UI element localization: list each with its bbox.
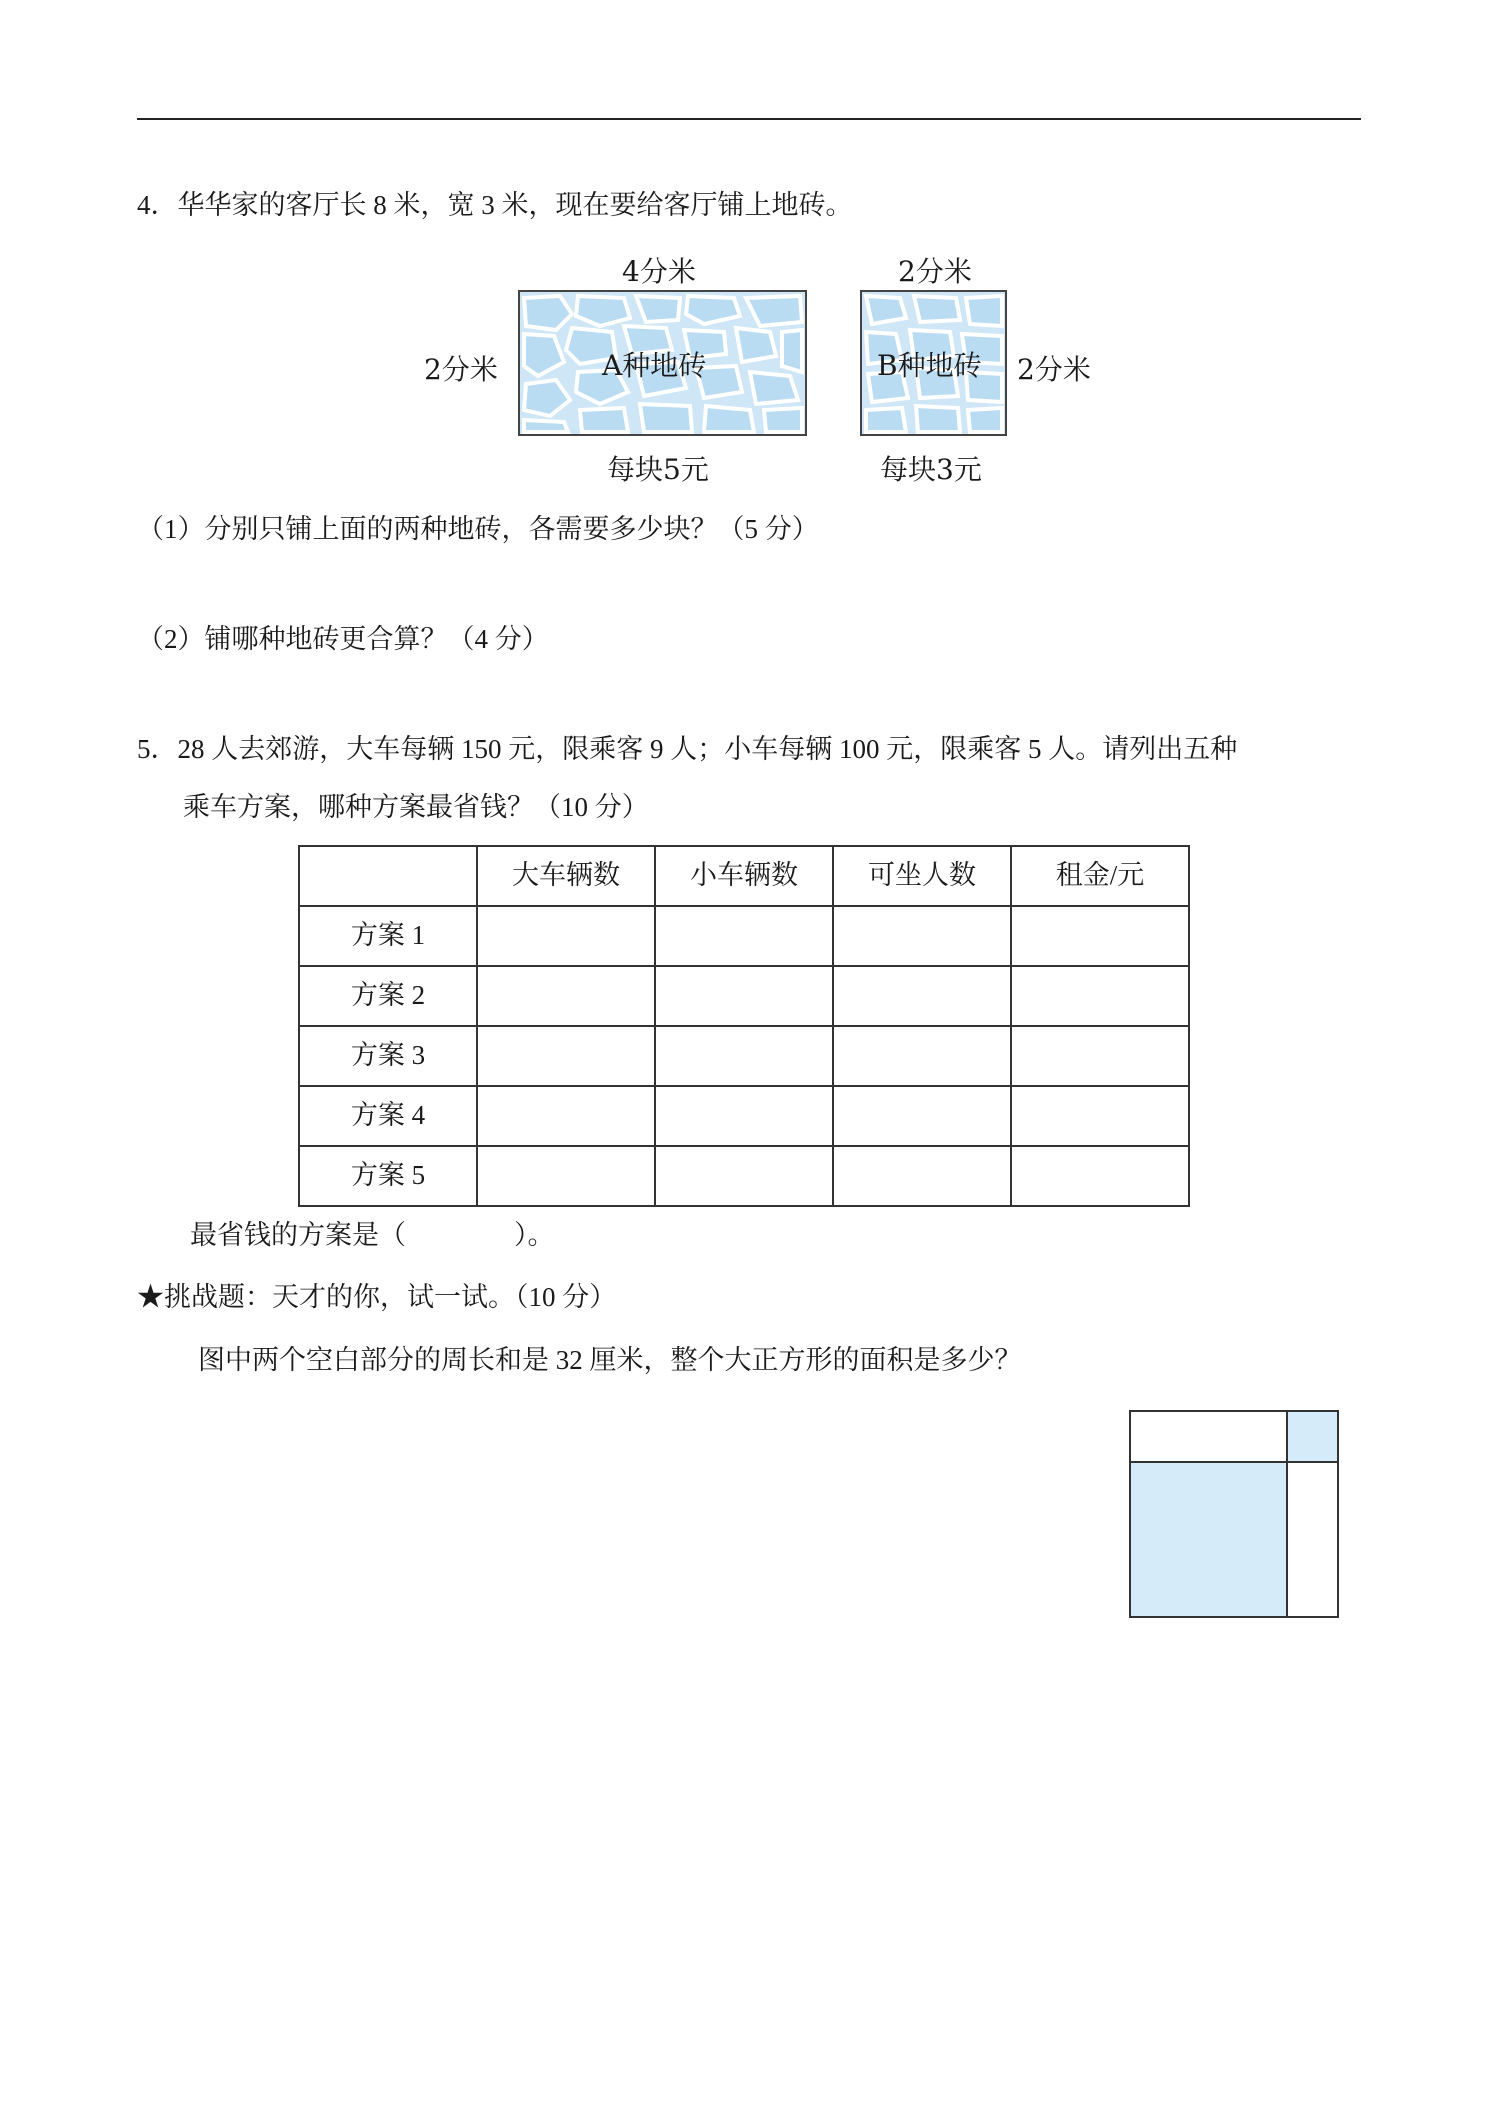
q4-stem: 4．华华家的客厅长 8 米，宽 3 米，现在要给客厅铺上地砖。	[137, 190, 853, 220]
tile-a-top-dimension: 4分米	[622, 255, 696, 288]
tile-a-image	[518, 290, 807, 436]
table-header-cell: 小车辆数	[655, 846, 833, 906]
answer-cell[interactable]	[655, 1086, 833, 1146]
challenge-body: 图中两个空白部分的周长和是 32 厘米，整个大正方形的面积是多少？	[198, 1345, 1022, 1375]
answer-cell[interactable]	[833, 1086, 1011, 1146]
answer-cell[interactable]	[833, 966, 1011, 1026]
row-label: 方案 5	[299, 1146, 477, 1206]
challenge-title: ★挑战题：天才的你，试一试。（10 分）	[137, 1282, 617, 1312]
answer-cell[interactable]	[833, 1026, 1011, 1086]
answer-cell[interactable]	[833, 906, 1011, 966]
q5-stem-line2: 乘车方案，哪种方案最省钱？（10 分）	[183, 792, 649, 822]
tile-b-right-dimension: 2分米	[1017, 353, 1091, 386]
tile-a-name: A种地砖	[602, 349, 707, 382]
tile-b-image	[860, 290, 1007, 436]
tile-b-name: B种地砖	[877, 349, 982, 382]
row-label: 方案 2	[299, 966, 477, 1026]
table-row	[299, 1146, 1189, 1206]
answer-cell[interactable]	[1011, 1086, 1189, 1146]
top-rule	[137, 118, 1361, 120]
tile-a-price: 每块5元	[607, 453, 709, 486]
answer-cell[interactable]	[1011, 966, 1189, 1026]
answer-cell[interactable]	[655, 1146, 833, 1206]
answer-cell[interactable]	[1011, 1026, 1189, 1086]
row-label: 方案 3	[299, 1026, 477, 1086]
answer-cell[interactable]	[655, 966, 833, 1026]
table-header-cell: 可坐人数	[833, 846, 1011, 906]
answer-cell[interactable]	[833, 1146, 1011, 1206]
row-label: 方案 4	[299, 1086, 477, 1146]
answer-cell[interactable]	[477, 966, 655, 1026]
table-row	[299, 1086, 1189, 1146]
row-label: 方案 1	[299, 906, 477, 966]
answer-cell[interactable]	[655, 1026, 833, 1086]
q4-sub2: （2）铺哪种地砖更合算？（4 分）	[137, 624, 549, 654]
table-header-cell: 租金/元	[1011, 846, 1189, 906]
plan-table	[298, 845, 1190, 1207]
tile-b-price: 每块3元	[880, 453, 982, 486]
table-header-cell: 大车辆数	[477, 846, 655, 906]
answer-cell[interactable]	[477, 1086, 655, 1146]
q5-answer-line: 最省钱的方案是（ ）。	[190, 1220, 555, 1250]
answer-cell[interactable]	[1011, 906, 1189, 966]
q5-stem-line1: 5．28 人去郊游，大车每辆 150 元，限乘客 9 人；小车每辆 100 元，限乘客 5 人。请列出五种	[137, 734, 1238, 764]
tile-b-top-dimension: 2分米	[898, 255, 972, 288]
answer-cell[interactable]	[477, 906, 655, 966]
answer-cell[interactable]	[1011, 1146, 1189, 1206]
answer-cell[interactable]	[477, 1026, 655, 1086]
table-row	[299, 906, 1189, 966]
answer-cell[interactable]	[477, 1146, 655, 1206]
large-shaded-square	[1129, 1461, 1288, 1618]
tile-a-left-dimension: 2分米	[424, 353, 498, 386]
table-row	[299, 966, 1189, 1026]
answer-cell[interactable]	[655, 906, 833, 966]
table-header-cell	[299, 846, 477, 906]
table-header-row	[299, 846, 1189, 906]
q4-sub1: （1）分别只铺上面的两种地砖，各需要多少块？（5 分）	[137, 514, 819, 544]
small-shaded-square	[1286, 1410, 1339, 1463]
table-row	[299, 1026, 1189, 1086]
